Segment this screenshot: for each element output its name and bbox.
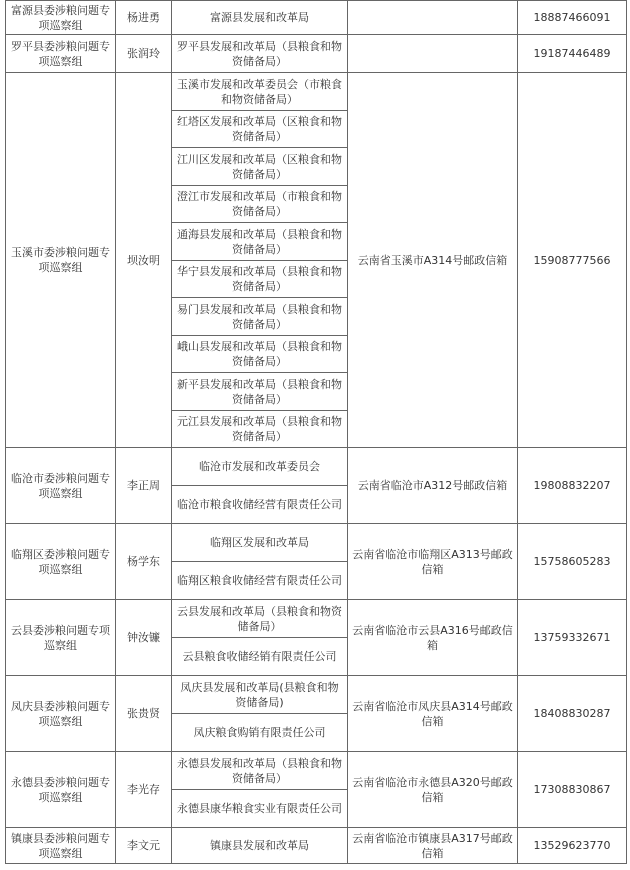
leader-cell: 李正周: [116, 448, 172, 524]
table-row: [6, 1, 627, 35]
unit-cell: 华宁县发展和改革局（县粮食和物资储备局）: [172, 261, 348, 298]
mailbox-cell: 云南省临沧市临翔区A313号邮政信箱: [348, 524, 518, 600]
group-name-cell: 临沧市委涉粮问题专项巡察组: [6, 448, 116, 524]
table-row: [6, 448, 627, 486]
mailbox-cell: [348, 35, 518, 73]
unit-cell: 临沧市发展和改革委员会: [172, 448, 348, 486]
phone-cell: 18408830287: [518, 676, 627, 752]
unit-cell: 凤庆粮食购销有限责任公司: [172, 714, 348, 752]
phone-cell: 17308830867: [518, 752, 627, 828]
table-row: [6, 600, 627, 638]
unit-cell: 澄江市发展和改革局（市粮食和物资储备局）: [172, 186, 348, 223]
group-name-cell: 临翔区委涉粮问题专项巡察组: [6, 524, 116, 600]
leader-cell: 杨进勇: [116, 1, 172, 35]
unit-cell: 云县发展和改革局（县粮食和物资储备局）: [172, 600, 348, 638]
unit-cell: 新平县发展和改革局（县粮食和物资储备局）: [172, 373, 348, 411]
group-name-cell: 镇康县委涉粮问题专项巡察组: [6, 828, 116, 864]
unit-cell: 永德县康华粮食实业有限责任公司: [172, 790, 348, 828]
leader-cell: 李光存: [116, 752, 172, 828]
table-row: [6, 35, 627, 73]
group-name-cell: 富源县委涉粮问题专项巡察组: [6, 1, 116, 35]
phone-cell: 19187446489: [518, 35, 627, 73]
unit-cell: 临翔区粮食收储经营有限责任公司: [172, 562, 348, 600]
unit-cell: 镇康县发展和改革局: [172, 828, 348, 864]
phone-cell: 19808832207: [518, 448, 627, 524]
unit-cell: 云县粮食收储经销有限责任公司: [172, 638, 348, 676]
phone-cell: 15908777566: [518, 73, 627, 448]
table-row: [6, 752, 627, 790]
group-name-cell: 凤庆县委涉粮问题专项巡察组: [6, 676, 116, 752]
table-row: [6, 676, 627, 714]
unit-cell: 凤庆县发展和改革局(县粮食和物资储备局): [172, 676, 348, 714]
phone-cell: 13529623770: [518, 828, 627, 864]
group-name-cell: 永德县委涉粮问题专项巡察组: [6, 752, 116, 828]
unit-cell: 永德县发展和改革局（县粮食和物资储备局）: [172, 752, 348, 790]
table-row: [6, 828, 627, 864]
inspection-contact-table: [5, 0, 627, 864]
mailbox-cell: 云南省临沧市云县A316号邮政信箱: [348, 600, 518, 676]
leader-cell: 杨学东: [116, 524, 172, 600]
mailbox-cell: 云南省玉溪市A314号邮政信箱: [348, 73, 518, 448]
unit-cell: 红塔区发展和改革局（区粮食和物资储备局）: [172, 111, 348, 148]
unit-cell: 富源县发展和改革局: [172, 1, 348, 35]
group-name-cell: 玉溪市委涉粮问题专项巡察组: [6, 73, 116, 448]
unit-cell: 元江县发展和改革局（县粮食和物资储备局）: [172, 411, 348, 448]
unit-cell: 江川区发展和改革局（区粮食和物资储备局）: [172, 148, 348, 186]
unit-cell: 临沧市粮食收储经营有限责任公司: [172, 486, 348, 524]
mailbox-cell: [348, 1, 518, 35]
unit-cell: 通海县发展和改革局（县粮食和物资储备局）: [172, 223, 348, 261]
mailbox-cell: 云南省临沧市凤庆县A314号邮政信箱: [348, 676, 518, 752]
table-row: [6, 524, 627, 562]
mailbox-cell: 云南省临沧市A312号邮政信箱: [348, 448, 518, 524]
mailbox-cell: 云南省临沧市镇康县A317号邮政信箱: [348, 828, 518, 864]
unit-cell: 罗平县发展和改革局（县粮食和物资储备局）: [172, 35, 348, 73]
unit-cell: 易门县发展和改革局（县粮食和物资储备局）: [172, 298, 348, 336]
phone-cell: 13759332671: [518, 600, 627, 676]
group-name-cell: 云县委涉粮问题专项巡察组: [6, 600, 116, 676]
table-body: [6, 1, 627, 864]
phone-cell: 18887466091: [518, 1, 627, 35]
leader-cell: 李文元: [116, 828, 172, 864]
leader-cell: 钟汝镰: [116, 600, 172, 676]
unit-cell: 玉溪市发展和改革委员会（市粮食和物资储备局）: [172, 73, 348, 111]
group-name-cell: 罗平县委涉粮问题专项巡察组: [6, 35, 116, 73]
leader-cell: 张贵贤: [116, 676, 172, 752]
phone-cell: 15758605283: [518, 524, 627, 600]
mailbox-cell: 云南省临沧市永德县A320号邮政信箱: [348, 752, 518, 828]
unit-cell: 临翔区发展和改革局: [172, 524, 348, 562]
table-row: [6, 73, 627, 111]
leader-cell: 张润玲: [116, 35, 172, 73]
leader-cell: 坝汝明: [116, 73, 172, 448]
unit-cell: 峨山县发展和改革局（县粮食和物资储备局）: [172, 336, 348, 373]
